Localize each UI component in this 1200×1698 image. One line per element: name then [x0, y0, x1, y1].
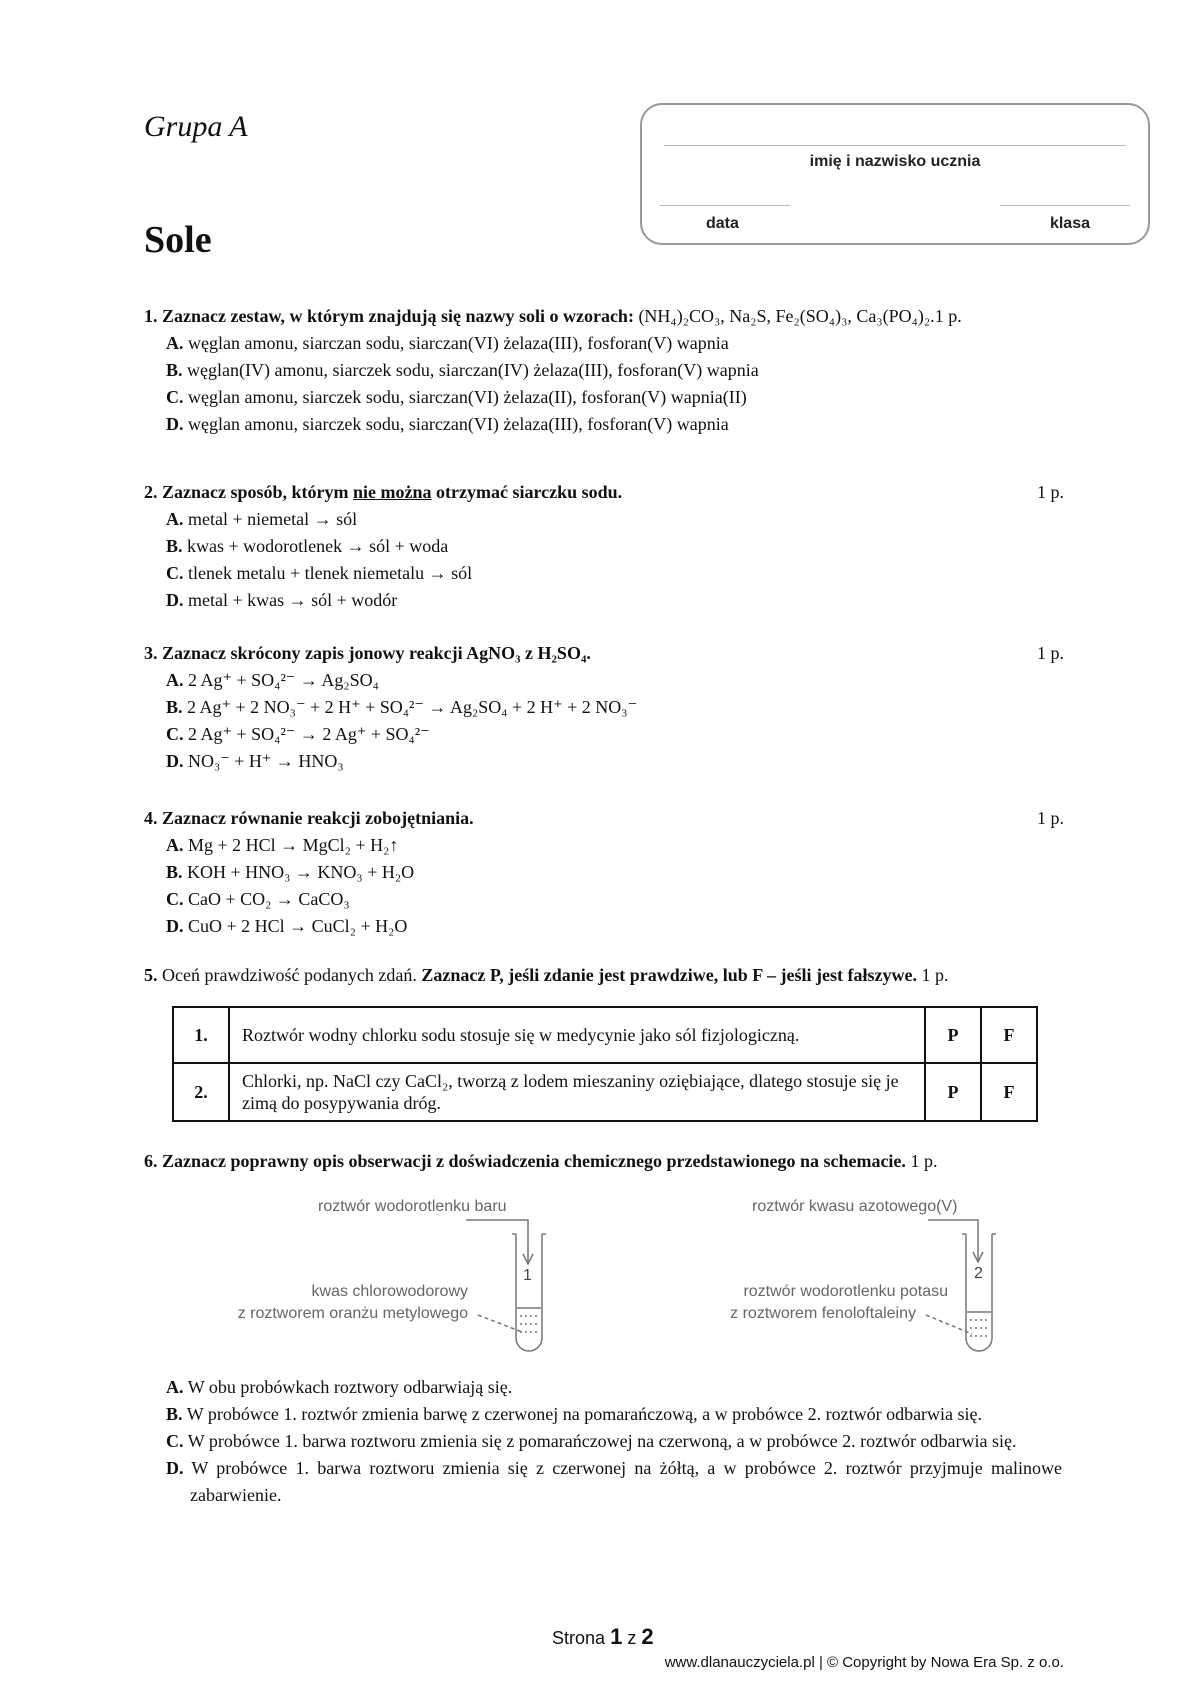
q2-text-before: Zaznacz sposób, którym [162, 482, 349, 502]
name-label: imię i nazwisko ucznia [809, 153, 981, 170]
tube1-label-1: kwas chlorowodorowy [311, 1283, 468, 1300]
q1-option-c[interactable]: C. węglan amonu, siarczek sodu, siarczan(VI) żelaza(II), fosforan(V) wapnia(II) [166, 387, 747, 407]
tube2-pipette-arrow [928, 1220, 978, 1260]
q4-option-b[interactable]: B. KOH + HNO₃ → KNO₃ + H₂O [166, 862, 415, 882]
copyright-footer: www.dlanauczyciela.pl | © Copyright by Nowa Era Sp. z o.o. [664, 1654, 1064, 1671]
q2-option-c[interactable]: C. tlenek metalu + tlenek niemetalu → sól [166, 563, 473, 583]
row-statement: Roztwór wodny chlorku sodu stosuje się w medycynie jako sól fizjologiczną. [229, 1007, 925, 1063]
q4-option-a[interactable]: A. Mg + 2 HCl → MgCl₂ + H₂↑ [166, 835, 399, 855]
q2-text-underlined: nie można [353, 482, 432, 502]
q6-option-c[interactable]: C. W probówce 1. barwa roztworu zmienia się z pomarańczowej na czerwoną, a w probówce 2. roztwór odbarwia się. [166, 1431, 1017, 1451]
q6-option-b[interactable]: B. W probówce 1. roztwór zmienia barwę z czerwonej na pomarańczową, a w probówce 2. roztwór odbarwia się. [166, 1404, 983, 1424]
tube2-number: 2 [974, 1265, 983, 1282]
q1-option-d[interactable]: D. węglan amonu, siarczek sodu, siarczan(VI) żelaza(III), fosforan(V) wapnia [166, 414, 729, 434]
true-option[interactable]: P [925, 1007, 981, 1063]
q6-points: 1 p. [910, 1151, 938, 1171]
row-number: 1. [173, 1007, 229, 1063]
q6-option-a[interactable]: A. W obu probówkach roztwory odbarwiają się. [166, 1377, 513, 1397]
false-option[interactable]: F [981, 1063, 1037, 1121]
true-option[interactable]: P [925, 1063, 981, 1121]
q3-option-d[interactable]: D. NO₃⁻ + H⁺ → HNO₃ [166, 751, 344, 771]
tube2-top-label: roztwór kwasu azotowego(V) [752, 1198, 958, 1215]
q6-options [144, 1374, 1062, 1509]
q4-number: 4. [144, 808, 158, 828]
q4-option-d[interactable]: D. CuO + 2 HCl → CuCl₂ + H₂O [166, 916, 408, 936]
tube2-label-2: z roztworem fenoloftaleiny [730, 1305, 916, 1322]
q5-points: 1 p. [921, 965, 949, 985]
q4-text: Zaznacz równanie reakcji zobojętniania. [162, 808, 474, 828]
q2-text-after: otrzymać siarczku sodu. [436, 482, 623, 502]
q6-number: 6. [144, 1151, 158, 1171]
date-label: data [706, 215, 739, 232]
q3-points: 1 p. [1037, 643, 1064, 663]
test-tube-1-icon [516, 1234, 542, 1351]
q3-option-c[interactable]: C. 2 Ag⁺ + SO₄²⁻ → 2 Ag⁺ + SO₄²⁻ [166, 724, 430, 744]
test-tube-2-icon [966, 1234, 992, 1351]
q5-text-bold: Zaznacz P, jeśli zdanie jest prawdziwe, lub F – jeśli jest fałszywe. [421, 965, 917, 985]
q3-option-a[interactable]: A. 2 Ag⁺ + SO₄²⁻ → Ag₂SO₄ [166, 670, 379, 690]
q1-formulas: (NH₄)₂CO₃, Na₂S, Fe₂(SO₄)₃, Ca₃(PO₄)₂. [638, 306, 935, 326]
q1-text: Zaznacz zestaw, w którym znajdują się nazwy soli o wzorach: [162, 306, 634, 326]
q2-number: 2. [144, 482, 158, 502]
row-statement: Chlorki, np. NaCl czy CaCl₂, tworzą z lodem mieszaniny oziębiające, dlatego stosuje się je zimą do posypywania dróg. [229, 1063, 925, 1121]
tube1-pipette-arrow [466, 1220, 528, 1262]
row-number: 2. [173, 1063, 229, 1121]
q4-option-c[interactable]: C. CaO + CO₂ → CaCO₃ [166, 889, 350, 909]
q3-text: Zaznacz skrócony zapis jonowy reakcji AgNO₃ z H₂SO₄. [162, 643, 591, 663]
q2-option-b[interactable]: B. kwas + wodorotlenek → sól + woda [166, 536, 449, 556]
q5-number: 5. [144, 965, 158, 985]
tube1-label-2: z roztworem oranżu metylowego [237, 1305, 468, 1322]
group-label: Grupa A [144, 110, 248, 143]
q1-number: 1. [144, 306, 158, 326]
q2-option-a[interactable]: A. metal + niemetal → sól [166, 509, 358, 529]
page-title: Sole [144, 219, 212, 261]
page-number: Strona 1 z 2 [552, 1624, 654, 1649]
q1-points: 1 p. [934, 306, 962, 326]
false-option[interactable]: F [981, 1007, 1037, 1063]
tube2-label-1: roztwór wodorotlenku potasu [743, 1283, 948, 1300]
q3-option-b[interactable]: B. 2 Ag⁺ + 2 NO₃⁻ + 2 H⁺ + SO₄²⁻ → Ag₂SO₄ + 2 H⁺ + 2 NO₃⁻ [166, 697, 638, 717]
tube1-top-label: roztwór wodorotlenku baru [318, 1198, 507, 1215]
q4-points: 1 p. [1037, 808, 1064, 828]
q2-option-d[interactable]: D. metal + kwas → sól + wodór [166, 590, 398, 610]
class-label: klasa [1049, 215, 1090, 232]
q1-option-a[interactable]: A. węglan amonu, siarczan sodu, siarczan(VI) żelaza(III), fosforan(V) wapnia [166, 333, 729, 353]
q1-option-b[interactable]: B. węglan(IV) amonu, siarczek sodu, siarczan(IV) żelaza(III), fosforan(V) wapnia [166, 360, 759, 380]
q5-text-plain: Oceń prawdziwość podanych zdań. [162, 965, 417, 985]
q2-points: 1 p. [1037, 482, 1064, 502]
q3-number: 3. [144, 643, 158, 663]
tube1-number: 1 [523, 1267, 532, 1284]
q6-option-d[interactable]: D. W probówce 1. barwa roztworu zmienia się z czerwonej na żółtą, a w probówce 2. roztwór przyjmuje malinowe zabarwienie. [166, 1458, 1062, 1505]
q6-text: Zaznacz poprawny opis obserwacji z doświadczenia chemicznego przedstawionego na schemacie. [162, 1151, 906, 1171]
